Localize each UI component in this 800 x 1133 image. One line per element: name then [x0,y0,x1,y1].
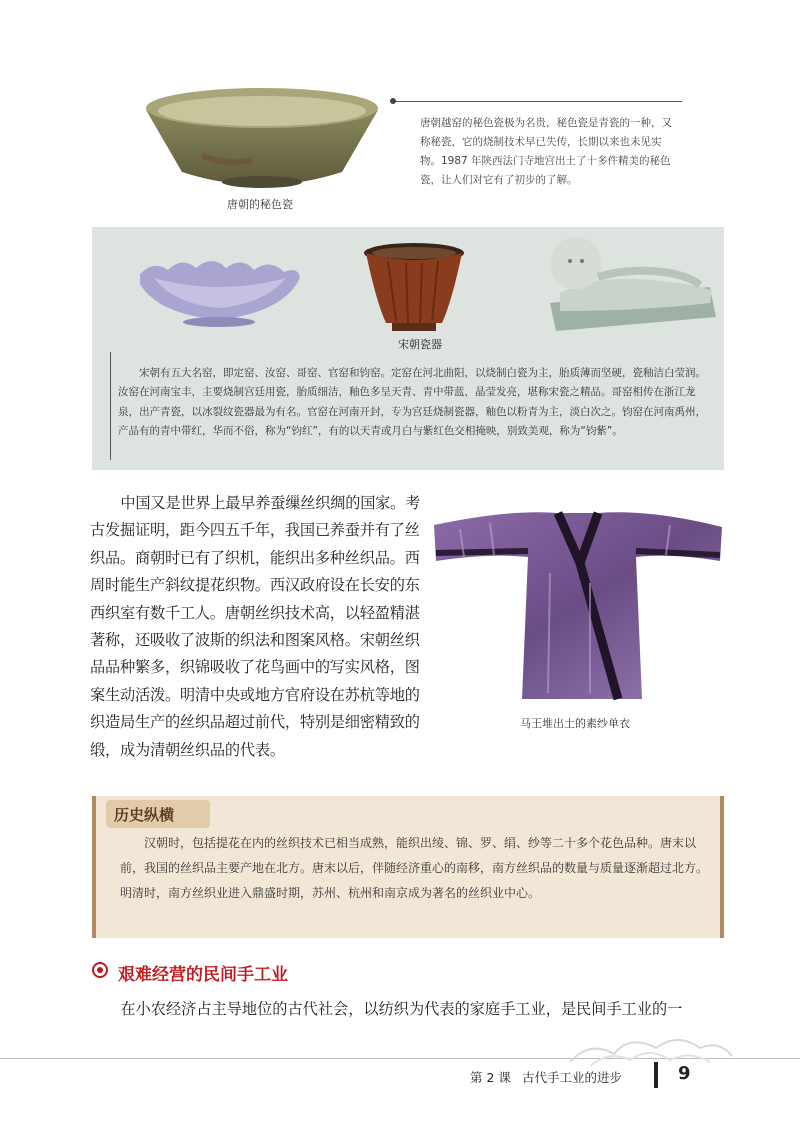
lotus-bowl-image [134,250,304,330]
section-paragraph: 在小农经济占主导地位的古代社会，以纺织为代表的家庭手工业，是民间手工业的一 [120,1000,683,1018]
cloud-ornament-icon [560,1030,740,1072]
section-bullet-dot [97,967,103,973]
song-note: 宋朝有五大名窑，即定窑、汝窑、哥窑、官窑和钧窑。定窑在河北曲阳，以烧制白瓷为主，胎质薄而坚硬，瓷釉洁白莹润。汝窑在河南宝丰，主要烧制宫廷用瓷，胎质细洁，釉色多呈天青、青中带蓝，晶莹发亮，堪称宋瓷之精品。哥窑相传在浙江龙泉，出产青瓷，以冰裂纹瓷器最为有名。官窑在河南开封，专为宫廷烧制瓷器，釉色以粉青为主，淡白次之。钧窑在河南禹州，产品有的青中带红，华而不俗，称为“钧红”，有的以天青或月白与紫红色交相掩映，别致美观，称为“钧紫”。 [118,367,706,437]
history-box-left-border [92,796,96,938]
note-rule-dot [390,98,396,104]
brown-cup-image [362,241,466,337]
bowl-caption: 唐朝的秘色瓷 [227,198,293,211]
section-title: 艰难经营的民间手工业 [118,965,288,985]
song-note-rule [110,352,111,460]
note-rule [392,101,682,102]
history-title: 历史纵横 [114,806,175,824]
history-box-right-border [720,796,724,938]
tang-celadon-bowl-image [142,86,382,192]
footer-lesson-title: 古代手工业的进步 [522,1070,623,1085]
silk-robe-image [430,503,726,703]
robe-caption: 马王堆出土的素纱单衣 [520,717,630,730]
child-pillow-image [540,233,720,333]
silk-paragraph: 中国又是世界上最早养蚕缫丝织绸的国家。考古发掘证明，距今四五千年，我国已养蚕并有了丝织品。商朝时已有了织机，能织出多种丝织品。西周时能生产斜纹提花织物。西汉政府设在长安的东西织室有数千工人。唐朝丝织技术高，以轻盈精湛著称，还吸收了波斯的织法和图案风格。宋朝丝织品品种繁多，织锦吸收了花鸟画中的写实风格，图案生动活泼。明清中央或地方官府设在苏杭等地的织造局生产的丝织品超过前代，特别是细密精致的缎，成为清朝丝织品的代表。 [90,494,421,759]
footer-lesson-number: 第 2 课 [470,1070,511,1085]
footer-divider [654,1062,658,1088]
page-number: 9 [678,1063,691,1084]
history-text: 汉朝时，包括提花在内的丝织技术已相当成熟，能织出绫、锦、罗、绢、纱等二十多个花色品种。唐末以前，我国的丝织品主要产地在北方。唐末以后，伴随经济重心的南移，南方丝织品的数量与质量逐渐超过北方。明清时，南方丝织业进入鼎盛时期，苏州、杭州和南京成为著名的丝织业中心。 [120,836,709,900]
bowl-note: 唐朝越窑的秘色瓷极为名贵，秘色瓷是青瓷的一种，又称秘瓷，它的烧制技术早已失传，长期以来也未见实物。1987 年陕西法门寺地宫出土了十多件精美的秘色瓷，让人们对它有了初步的了解。 [420,117,672,186]
song-caption: 宋朝瓷器 [398,338,442,351]
